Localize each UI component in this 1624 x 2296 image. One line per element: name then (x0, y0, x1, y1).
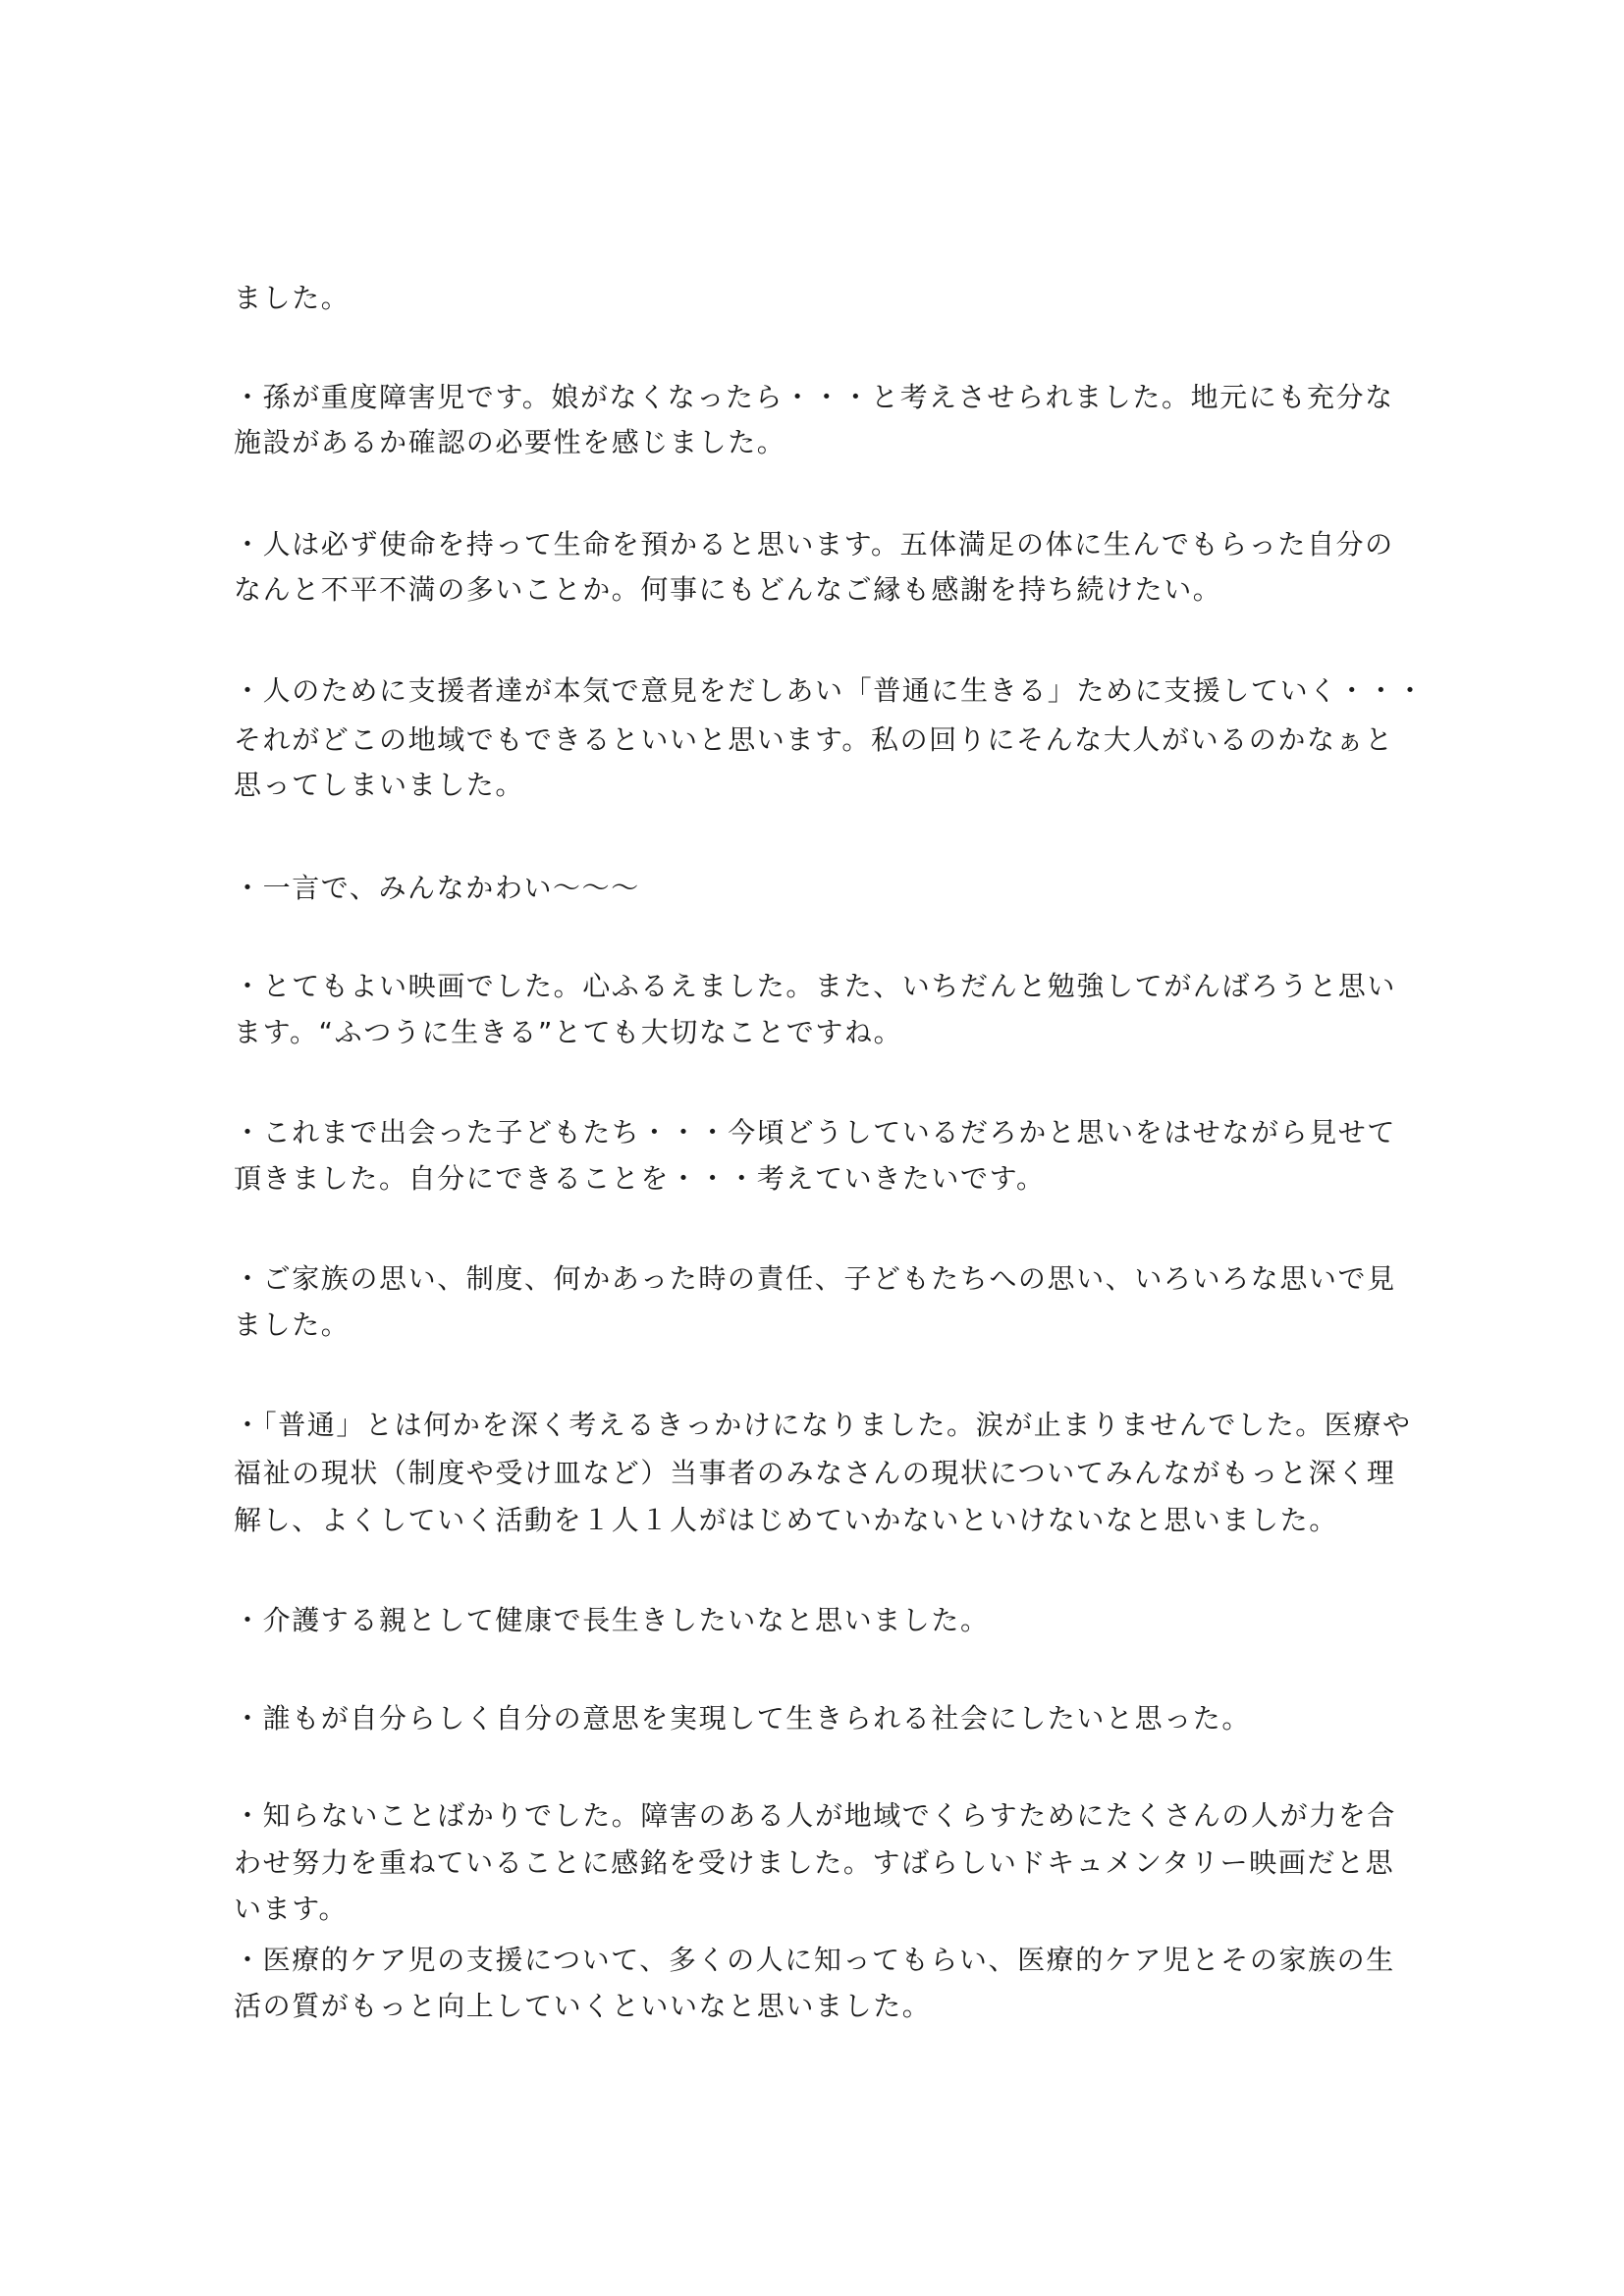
comment-line: 福祉の現状（制度や受け皿など）当事者のみなさんの現状についてみんながもっと深く理 (234, 1457, 1396, 1489)
comment-line: ・人のために支援者達が本気で意見をだしあい「普通に生きる」ために支援していく・・・ (234, 674, 1426, 707)
comment-line: ・誰もが自分らしく自分の意思を実現して生きられる社会にしたいと思った。 (234, 1702, 1252, 1735)
comment-line: 思ってしまいました。 (234, 769, 525, 801)
comment-line: ・孫が重度障害児です。娘がなくなったら・・・と考えさせられました。地元にも充分な (234, 381, 1394, 413)
comment-line: なんと不平不満の多いことか。何事にもどんなご縁も感謝を持ち続けたい。 (234, 573, 1222, 606)
comment-line: 頂きました。自分にできることを・・・考えていきたいです。 (234, 1162, 1046, 1195)
comment-line: ました。 (234, 1308, 351, 1341)
comment-line: ます。“ふつうに生きる”とても大切なことですね。 (234, 1016, 903, 1048)
comment-line: ・人は必ず使命を持って生命を預かると思います。五体満足の体に生んでもらった自分の (234, 528, 1394, 561)
comment-line: ・知らないことばかりでした。障害のある人が地域でくらすためにたくさんの人が力を合 (234, 1799, 1397, 1832)
comment-line: 活の質がもっと向上していくといいなと思いました。 (234, 1990, 932, 2022)
comment-line: ・介護する親として健康で長生きしたいなと思いました。 (234, 1604, 990, 1636)
comment-line: わせ努力を重ねていることに感銘を受けました。すばらしいドキュメンタリー映画だと思 (234, 1846, 1395, 1879)
comment-line: ・ご家族の思い、制度、何かあった時の責任、子どもたちへの思い、いろいろな思いで見 (234, 1262, 1396, 1295)
comment-line: 施設があるか確認の必要性を感じました。 (234, 426, 786, 458)
comment-line: ・医療的ケア児の支援について、多くの人に知ってもらい、医療的ケア児とその家族の生 (234, 1944, 1395, 1976)
comment-line: ・「普通」とは何かを深く考えるきっかけになりました。涙が止まりませんでした。医療や (234, 1409, 1412, 1441)
comment-line: ・これまで出会った子どもたち・・・今頃どうしているだろかと思いをはせながら見せて (234, 1116, 1397, 1148)
comment-line: ました。 (234, 282, 351, 314)
comment-line: それがどこの地域でもできるといいと思います。私の回りにそんな大人がいるのかなぁと (234, 723, 1394, 756)
comment-line: ・とてもよい映画でした。心ふるえました。また、いちだんと勉強してがんばろうと思い (234, 970, 1397, 1002)
comment-line: います。 (234, 1893, 349, 1925)
document-page (234, 0, 1426, 2296)
comment-line: ・一言で、みんなかわい〜〜〜 (234, 872, 640, 904)
comment-line: 解し、よくしていく活動を１人１人がはじめていかないといけないなと思いました。 (234, 1504, 1338, 1536)
